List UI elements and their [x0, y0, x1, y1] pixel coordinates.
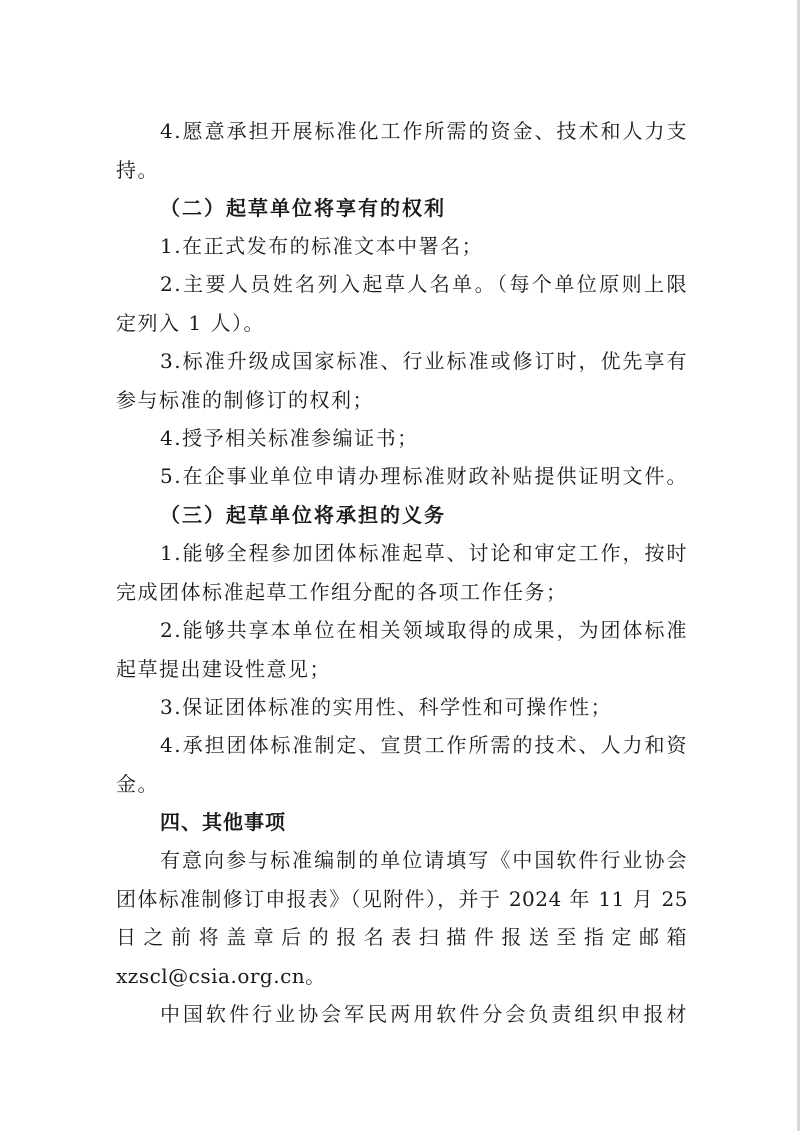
- paragraph-line: 日之前将盖章后的报名表扫描件报送至指定邮箱: [116, 925, 688, 949]
- section-heading: （三）起草单位将承担的义务: [160, 503, 446, 527]
- paragraph-line: 4.授予相关标准参编证书；: [160, 426, 419, 450]
- paragraph-line: 4.愿意承担开展标准化工作所需的资金、技术和人力支: [160, 119, 688, 143]
- paragraph-line: 1.在正式发布的标准文本中署名；: [160, 234, 484, 258]
- paragraph-line: 参与标准的制修订的权利；: [116, 388, 374, 412]
- paragraph-line: 5.在企事业单位申请办理标准财政补贴提供证明文件。: [160, 464, 688, 488]
- email-address: xzscl@csia.org.cn。: [116, 964, 326, 988]
- paragraph-line: 3.标准升级成国家标准、行业标准或修订时，优先享有: [160, 349, 688, 373]
- paragraph-line: 团体标准制修订申报表》（见附件），并于 2024 年 11 月 25: [116, 887, 688, 911]
- paragraph-line: 1.能够全程参加团体标准起草、讨论和审定工作，按时: [160, 541, 688, 565]
- paragraph-line: 4.承担团体标准制定、宣贯工作所需的技术、人力和资: [160, 733, 688, 757]
- section-heading: 四、其他事项: [160, 810, 286, 834]
- paragraph-line: 持。: [116, 158, 159, 182]
- paragraph-line: 2.主要人员姓名列入起草人名单。（每个单位原则上限: [160, 272, 688, 296]
- section-heading: （二）起草单位将享有的权利: [160, 196, 446, 220]
- paragraph-line: 金。: [116, 772, 159, 796]
- paragraph-line: 完成团体标准起草工作组分配的各项工作任务；: [116, 580, 568, 604]
- paragraph-line: 起草提出建设性意见；: [116, 657, 331, 681]
- paragraph-line: 3.保证团体标准的实用性、科学性和可操作性；: [160, 695, 613, 719]
- paragraph-line: 2.能够共享本单位在相关领域取得的成果，为团体标准: [160, 618, 688, 642]
- paragraph-line: 中国软件行业协会军民两用软件分会负责组织申报材: [160, 1002, 688, 1026]
- paragraph-line: 定列入 1 人）。: [116, 311, 265, 335]
- paragraph-line: 有意向参与标准编制的单位请填写《中国软件行业协会: [160, 848, 688, 872]
